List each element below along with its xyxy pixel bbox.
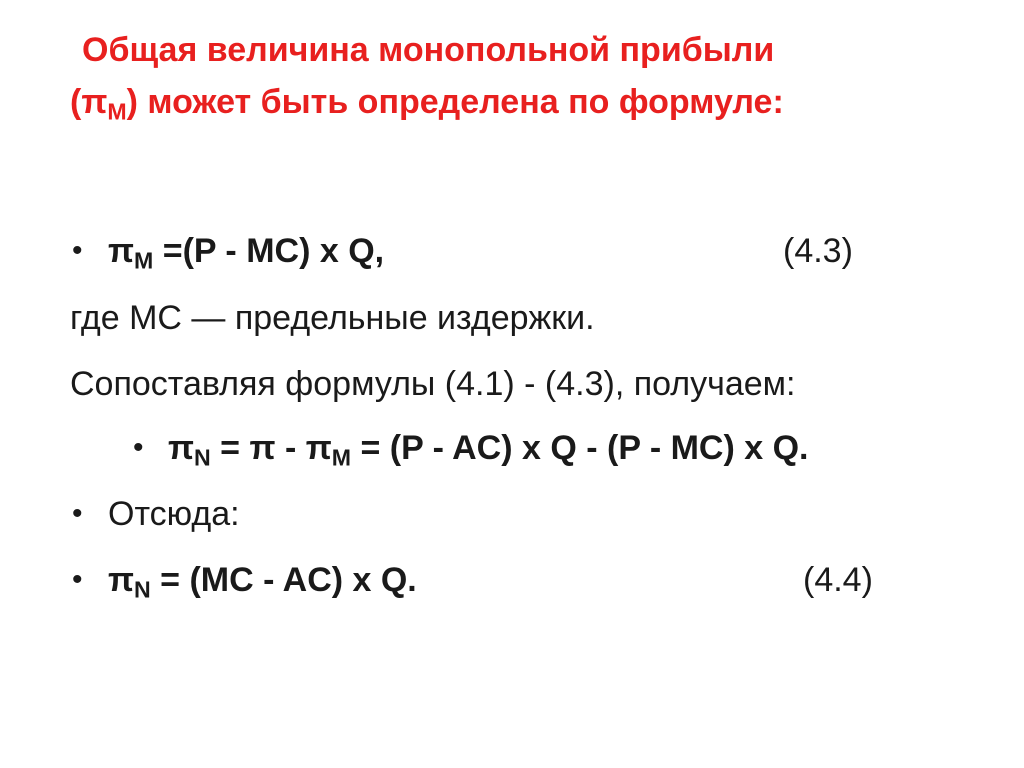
formula-subscript: N bbox=[134, 576, 151, 603]
formula-derived bbox=[168, 428, 809, 471]
formula-expression: = (MC - AC) x Q. bbox=[150, 561, 417, 599]
formula-4-3 bbox=[108, 231, 385, 274]
equation-number-4-4: (4.4) bbox=[803, 561, 873, 599]
formula-expression: = (P - AC) x Q - (P - MC) x Q. bbox=[351, 429, 809, 467]
bullet: • bbox=[133, 431, 144, 464]
formula-subscript: M bbox=[331, 444, 352, 471]
formula-pi: π bbox=[168, 429, 195, 467]
title-subscript: M bbox=[107, 98, 127, 125]
bullet: • bbox=[72, 563, 83, 596]
formula-subscript: M bbox=[134, 247, 154, 274]
title-rest: ) может быть определена по формуле: bbox=[126, 83, 784, 121]
formula-pi: π bbox=[108, 232, 135, 270]
hence-line: Отсюда: bbox=[108, 495, 240, 533]
title-open-pi: (π bbox=[70, 83, 108, 121]
formula-expression: = π - π bbox=[210, 429, 332, 467]
title-line-1: Общая величина монопольной прибыли bbox=[82, 31, 775, 69]
formula-subscript: N bbox=[194, 444, 211, 471]
formula-expression: =(P - MC) x Q, bbox=[153, 232, 385, 270]
where-line: где МС — предельные издержки. bbox=[70, 299, 595, 337]
bullet: • bbox=[72, 234, 83, 267]
equation-number-4-3: (4.3) bbox=[783, 232, 853, 270]
bullet: • bbox=[72, 497, 83, 530]
formula-pi: π bbox=[108, 561, 135, 599]
formula-4-4 bbox=[108, 560, 417, 603]
compare-line: Сопоставляя формулы (4.1) - (4.3), получаем: bbox=[70, 365, 796, 403]
